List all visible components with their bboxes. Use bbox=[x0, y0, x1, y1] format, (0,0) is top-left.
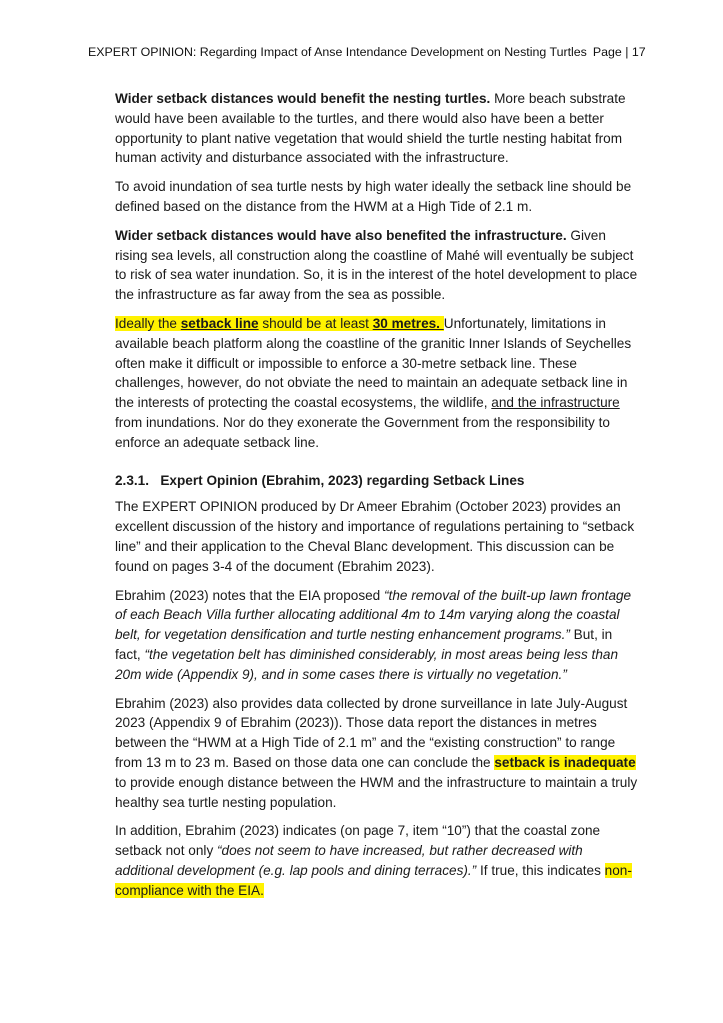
p4-text-2: from inundations. Nor do they exonerate the Government from the responsibility to enforce an adequate setback line. bbox=[115, 414, 610, 450]
section-number: 2.3.1. bbox=[115, 472, 150, 488]
paragraph-6 bbox=[115, 586, 640, 685]
body-text bbox=[115, 89, 640, 909]
p8-quote: “does not seem to have increased, but rather decreased with additional development (e.g. lap pools and dining terraces).” bbox=[115, 843, 583, 878]
paragraph-4 bbox=[115, 314, 640, 453]
paragraph-2: To avoid inundation of sea turtle nests by high water ideally the setback line should be defined based on the distance from the HWM at a High Tide of 2.1 m. bbox=[115, 179, 632, 214]
p3-text: Given rising sea levels, all construction along the coastline of Mahé will eventually be subject to risk of sea water inundation. So, it is in the interest of the hotel development to place the infrastructure as far away from the sea as possible. bbox=[115, 227, 638, 303]
paragraph-5: The EXPERT OPINION produced by Dr Ameer Ebrahim (October 2023) provides an excellent discussion of the history and importance of regulations pertaining to “setback line” and their application to the Cheval Blanc development. This discussion can be found on pages 3-4 of the document (Ebrahim 2023). bbox=[115, 499, 635, 574]
header-page-number: Page | 17 bbox=[592, 45, 646, 59]
paragraph-1 bbox=[115, 89, 640, 168]
p6-text-a: Ebrahim (2023) notes that the EIA proposed bbox=[115, 587, 385, 603]
p4-highlight-setback-line: setback line bbox=[180, 315, 259, 331]
p1-text: More beach substrate would have been available to the turtles, and there would also have been a better opportunity to plant native vegetation that would shield the turtle nesting habitat from human activity and disturbance associated with the infrastructure. bbox=[115, 91, 626, 166]
p7-text-a: Ebrahim (2023) also provides data collected by drone surveillance in late July-August 2023 (Appendix 9 of Ebrahim (2023)). Those data report the distances in metres between the “HWM at a High Tide of 2.1 m” and the “existing construction” to range from 13 m to 23 m. Based on those data one can conclude the bbox=[115, 695, 628, 770]
p8-text-b: If true, this indicates bbox=[476, 862, 605, 878]
p8-highlight: non-compliance with the EIA. bbox=[115, 862, 632, 898]
p6-quote-2: “the vegetation belt has diminished considerably, in most areas being less than 20m wide (Appendix 9), and in some cases there is virtually no vegetation.” bbox=[115, 646, 619, 682]
paragraph-8 bbox=[115, 821, 640, 900]
p3-lead: Wider setback distances would have also benefited the infrastructure. bbox=[115, 227, 567, 243]
p7-text-b: to provide enough distance between the HWM and the infrastructure to maintain a truly healthy sea turtle nesting population. bbox=[115, 774, 638, 810]
section-heading bbox=[115, 471, 640, 491]
paragraph-3 bbox=[115, 226, 640, 305]
p4-highlight-3: should be at least bbox=[258, 315, 373, 331]
p4-highlight-1: Ideally the bbox=[115, 315, 181, 331]
p6-text-b: But, in fact, bbox=[115, 627, 613, 662]
header-title: EXPERT OPINION: Regarding Impact of Anse Intendance Development on Nesting Turtles bbox=[88, 45, 587, 59]
p6-quote-1: “the removal of the built-up lawn frontage of each Beach Villa further allocating additional 4m to 14m varying along the coastal belt, for vegetation densification and turtle nesting enhancement programs.” bbox=[115, 587, 632, 643]
section-title: Expert Opinion (Ebrahim, 2023) regarding Setback Lines bbox=[160, 472, 525, 488]
running-header bbox=[88, 44, 646, 60]
paragraph-7 bbox=[115, 694, 640, 813]
p4-underlined: and the infrastructure bbox=[491, 395, 620, 411]
p8-text-a: In addition, Ebrahim (2023) indicates (on page 7, item “10”) that the coastal zone setback not only bbox=[115, 823, 601, 859]
p4-highlight-30-metres: 30 metres. bbox=[372, 315, 444, 331]
p1-lead: Wider setback distances would benefit the nesting turtles. bbox=[115, 91, 491, 106]
p7-highlight: setback is inadequate bbox=[494, 754, 636, 770]
p4-text-1: Unfortunately, limitations in available beach platform along the coastline of the granitic Inner Islands of Seychelles often make it difficult or impossible to enforce a 30-metre setback line. These challenges, however, do not obviate the need to maintain an adequate setback line in the interests of protecting the coastal ecosystems, the wildlife, bbox=[115, 315, 632, 411]
